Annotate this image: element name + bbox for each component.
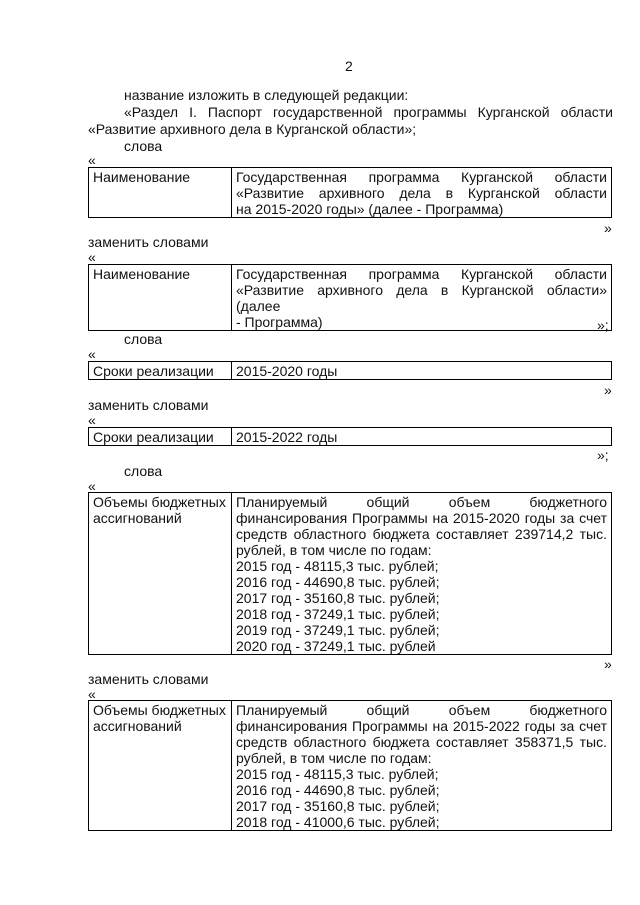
budget-old-value	[232, 493, 612, 655]
budget-old-table	[88, 492, 612, 655]
quote-close-1: »	[604, 220, 612, 236]
budget-new-year-2018: 2018 год - 41000,6 тыс. рублей;	[236, 814, 440, 830]
budget-old-label-line-2: ассигнований	[93, 510, 182, 526]
label-words-3: слова	[124, 463, 163, 479]
terms-new-table	[88, 427, 612, 446]
name-old-line-2: «Развитие архивного дела в Курганской области	[236, 185, 607, 201]
quote-close-4: »;	[597, 447, 609, 463]
name-old-line-1: Государственная программа Курганской области	[236, 169, 607, 185]
budget-old-line-1: Планируемый общий объем бюджетного	[236, 494, 607, 510]
name-new-line-3: - Программа)	[236, 314, 323, 330]
quote-open-6: «	[88, 686, 96, 702]
budget-old-year-2020: 2020 год - 37249,1 тыс. рублей	[236, 638, 436, 654]
name-new-line-1: Государственная программа Курганской области	[236, 266, 607, 282]
budget-new-label	[89, 701, 232, 831]
budget-new-line-1: Планируемый общий объем бюджетного	[236, 702, 607, 718]
intro-line-1: название изложить в следующей редакции:	[124, 87, 409, 103]
label-replace-3: заменить словами	[88, 671, 209, 687]
name-old-line-3: на 2015-2020 годы» (далее - Программа)	[236, 201, 504, 217]
budget-old-line-3: средств областного бюджета составляет 239714,2 тыс.	[236, 526, 607, 542]
budget-old-year-2018: 2018 год - 37249,1 тыс. рублей;	[236, 606, 440, 622]
quote-close-2: »;	[597, 317, 609, 333]
budget-new-line-2: финансирования Программы на 2015-2022 годы за счет	[236, 718, 607, 734]
budget-new-year-2016: 2016 год - 44690,8 тыс. рублей;	[236, 782, 440, 798]
page-number: 2	[345, 58, 353, 74]
quote-close-5: »	[604, 656, 612, 672]
intro-line-3: «Развитие архивного дела в Курганской области»;	[88, 121, 417, 137]
budget-old-year-2016: 2016 год - 44690,8 тыс. рублей;	[236, 574, 440, 590]
budget-new-line-3: средств областного бюджета составляет 358371,5 тыс.	[236, 734, 607, 750]
budget-new-line-4: рублей, в том числе по годам:	[236, 750, 432, 766]
budget-old-year-2017: 2017 год - 35160,8 тыс. рублей;	[236, 590, 440, 606]
intro-line-2: «Раздел I. Паспорт государственной программы Курганской области	[124, 104, 613, 120]
quote-open-3: «	[88, 346, 96, 362]
terms-old-value: 2015-2020 годы	[232, 362, 612, 380]
quote-open-4: «	[88, 412, 96, 428]
budget-old-year-2019: 2019 год - 37249,1 тыс. рублей;	[236, 622, 440, 638]
name-old-label: Наименование	[89, 168, 232, 218]
budget-new-label-line-1: Объемы бюджетных	[93, 702, 226, 718]
name-new-label: Наименование	[89, 265, 232, 331]
quote-open-5: «	[88, 478, 96, 494]
budget-old-label-line-1: Объемы бюджетных	[93, 494, 226, 510]
budget-old-year-2015: 2015 год - 48115,3 тыс. рублей;	[236, 558, 439, 574]
name-old-value	[232, 168, 612, 218]
budget-old-label	[89, 493, 232, 655]
label-words-2: слова	[124, 331, 163, 347]
terms-new-label: Сроки реализации	[89, 428, 232, 446]
budget-new-value	[232, 701, 612, 831]
budget-new-year-2017: 2017 год - 35160,8 тыс. рублей;	[236, 798, 440, 814]
name-new-value	[232, 265, 612, 331]
terms-new-value: 2015-2022 годы	[232, 428, 612, 446]
budget-old-line-2: финансирования Программы на 2015-2020 годы за счет	[236, 510, 607, 526]
terms-old-table	[88, 361, 612, 380]
quote-close-3: »	[604, 382, 612, 398]
quote-open-1: «	[88, 152, 96, 168]
budget-old-line-4: рублей, в том числе по годам:	[236, 542, 432, 558]
label-replace-2: заменить словами	[88, 397, 209, 413]
name-old-table	[88, 167, 612, 218]
name-new-line-2: «Развитие архивного дела в Курганской области» (далее	[236, 282, 607, 314]
label-replace-1: заменить словами	[88, 234, 209, 250]
quote-open-2: «	[88, 249, 96, 265]
budget-new-label-line-2: ассигнований	[93, 718, 182, 734]
label-words-1: слова	[124, 138, 163, 154]
terms-old-label: Сроки реализации	[89, 362, 232, 380]
budget-new-table	[88, 700, 612, 831]
budget-new-year-2015: 2015 год - 48115,3 тыс. рублей;	[236, 766, 439, 782]
name-new-table	[88, 264, 612, 331]
